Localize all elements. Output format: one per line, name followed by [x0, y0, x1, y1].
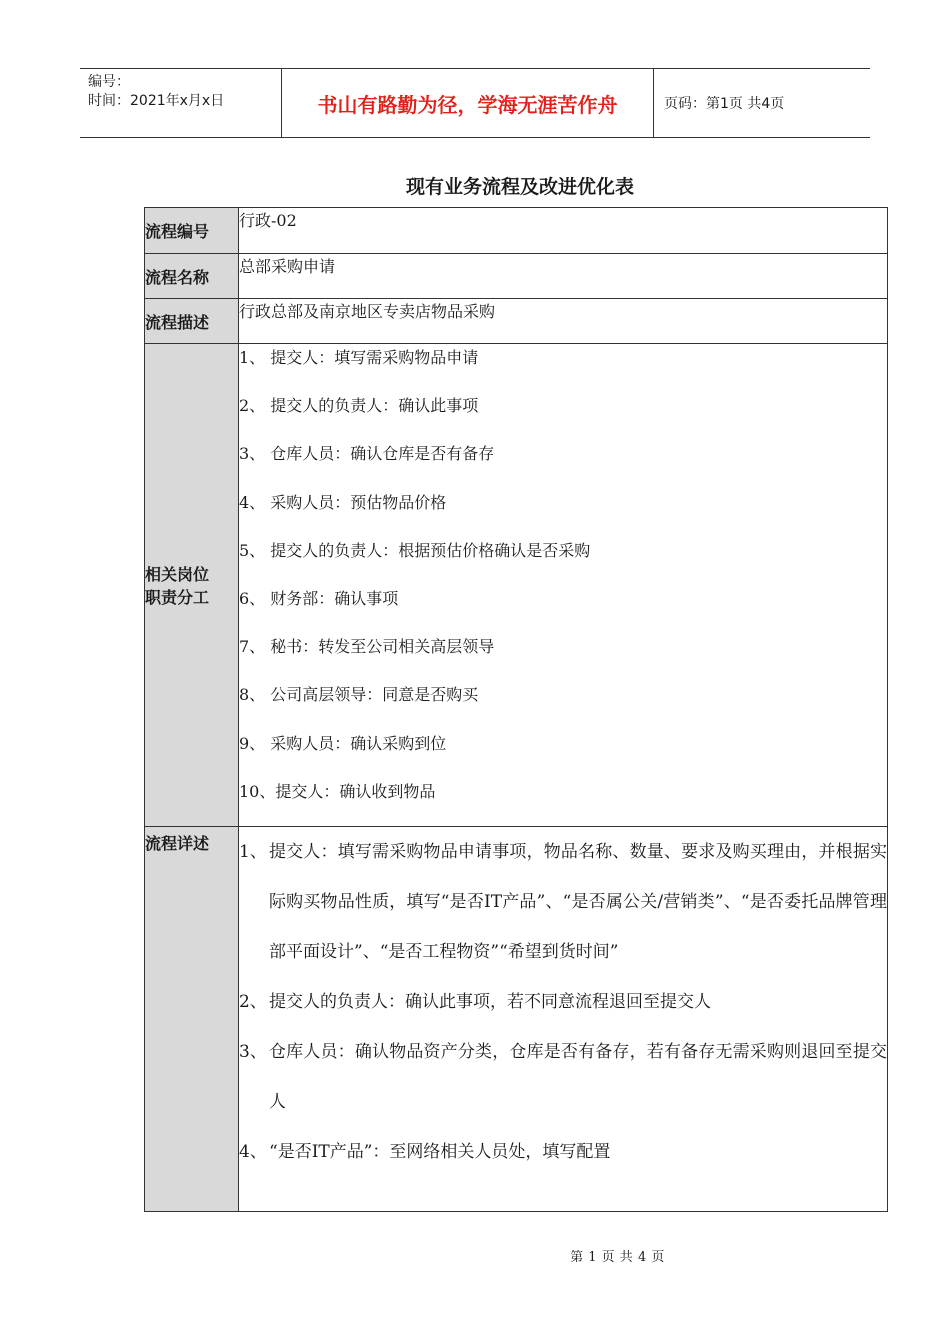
detail-item [239, 1127, 887, 1177]
row-details [145, 826, 888, 1211]
duty-item: 9、 采购人员：确认采购到位 [239, 733, 447, 753]
details-list [239, 826, 888, 1211]
details-label: 流程详述 [145, 826, 239, 1211]
time-label: 时间：2021年x月x日 [88, 93, 225, 109]
duties-label-line-2: 职责分工 [145, 587, 210, 607]
row-process-desc [145, 299, 888, 344]
detail-item-text: 仓库人员：确认物品资产分类，仓库是否有备存，若有备存无需采购则退回至提交人 [269, 1041, 887, 1112]
duty-item: 5、 提交人的负责人：根据预估价格确认是否采购 [239, 540, 591, 560]
page-header [80, 68, 870, 138]
detail-item-number: 2、 [239, 991, 267, 1012]
duties-label [145, 344, 239, 827]
document-title: 现有业务流程及改进优化表 [405, 176, 634, 198]
detail-item-text: 提交人的负责人：确认此事项，若不同意流程退回至提交人 [269, 991, 711, 1012]
process-code-value: 行政-02 [239, 208, 888, 254]
duty-item: 3、 仓库人员：确认仓库是否有备存 [239, 444, 495, 464]
process-name-label: 流程名称 [145, 254, 239, 299]
duty-item: 7、 秘书：转发至公司相关高层领导 [239, 637, 495, 657]
detail-item [239, 977, 887, 1027]
process-table [144, 207, 888, 1212]
page-footer: 第 1 页 共 4 页 [570, 1250, 665, 1265]
detail-item-number: 1、 [239, 841, 267, 862]
duty-item: 8、 公司高层领导：同意是否购买 [239, 685, 479, 705]
header-meta [80, 69, 282, 137]
header-motto: 书山有路勤为径，学海无涯苦作舟 [282, 69, 654, 137]
duty-item: 1、 提交人：填写需采购物品申请 [239, 348, 479, 367]
process-code-label: 流程编号 [145, 208, 239, 254]
duties-list [239, 344, 888, 827]
process-name-value: 总部采购申请 [239, 254, 888, 299]
detail-item [239, 827, 887, 977]
duties-label-line-1: 相关岗位 [145, 564, 210, 584]
process-desc-value: 行政总部及南京地区专卖店物品采购 [239, 299, 888, 344]
process-desc-label: 流程描述 [145, 299, 239, 344]
detail-item [239, 1027, 887, 1127]
duty-item: 2、 提交人的负责人：确认此事项 [239, 396, 479, 416]
duty-item: 6、 财务部：确认事项 [239, 588, 399, 608]
duty-item: 10、提交人：确认收到物品 [239, 781, 436, 801]
header-page-info: 页码：第1页 共4页 [664, 96, 785, 112]
row-process-code [145, 208, 888, 254]
detail-item-text: 提交人：填写需采购物品申请事项，物品名称、数量、要求及购买理由，并根据实际购买物品性质，填写“是否IT产品”、“是否属公关/营销类”、“是否委托品牌管理部平面设计”、“是否工程物资”“希望到货时间” [269, 841, 887, 962]
row-duties [145, 344, 888, 827]
detail-item-text: “是否IT产品”：至网络相关人员处，填写配置 [269, 1141, 611, 1162]
number-label: 编号： [88, 74, 130, 90]
detail-item-number: 4、 [239, 1141, 267, 1162]
duty-item: 4、 采购人员：预估物品价格 [239, 492, 447, 512]
row-process-name [145, 254, 888, 299]
detail-item-number: 3、 [239, 1041, 267, 1062]
